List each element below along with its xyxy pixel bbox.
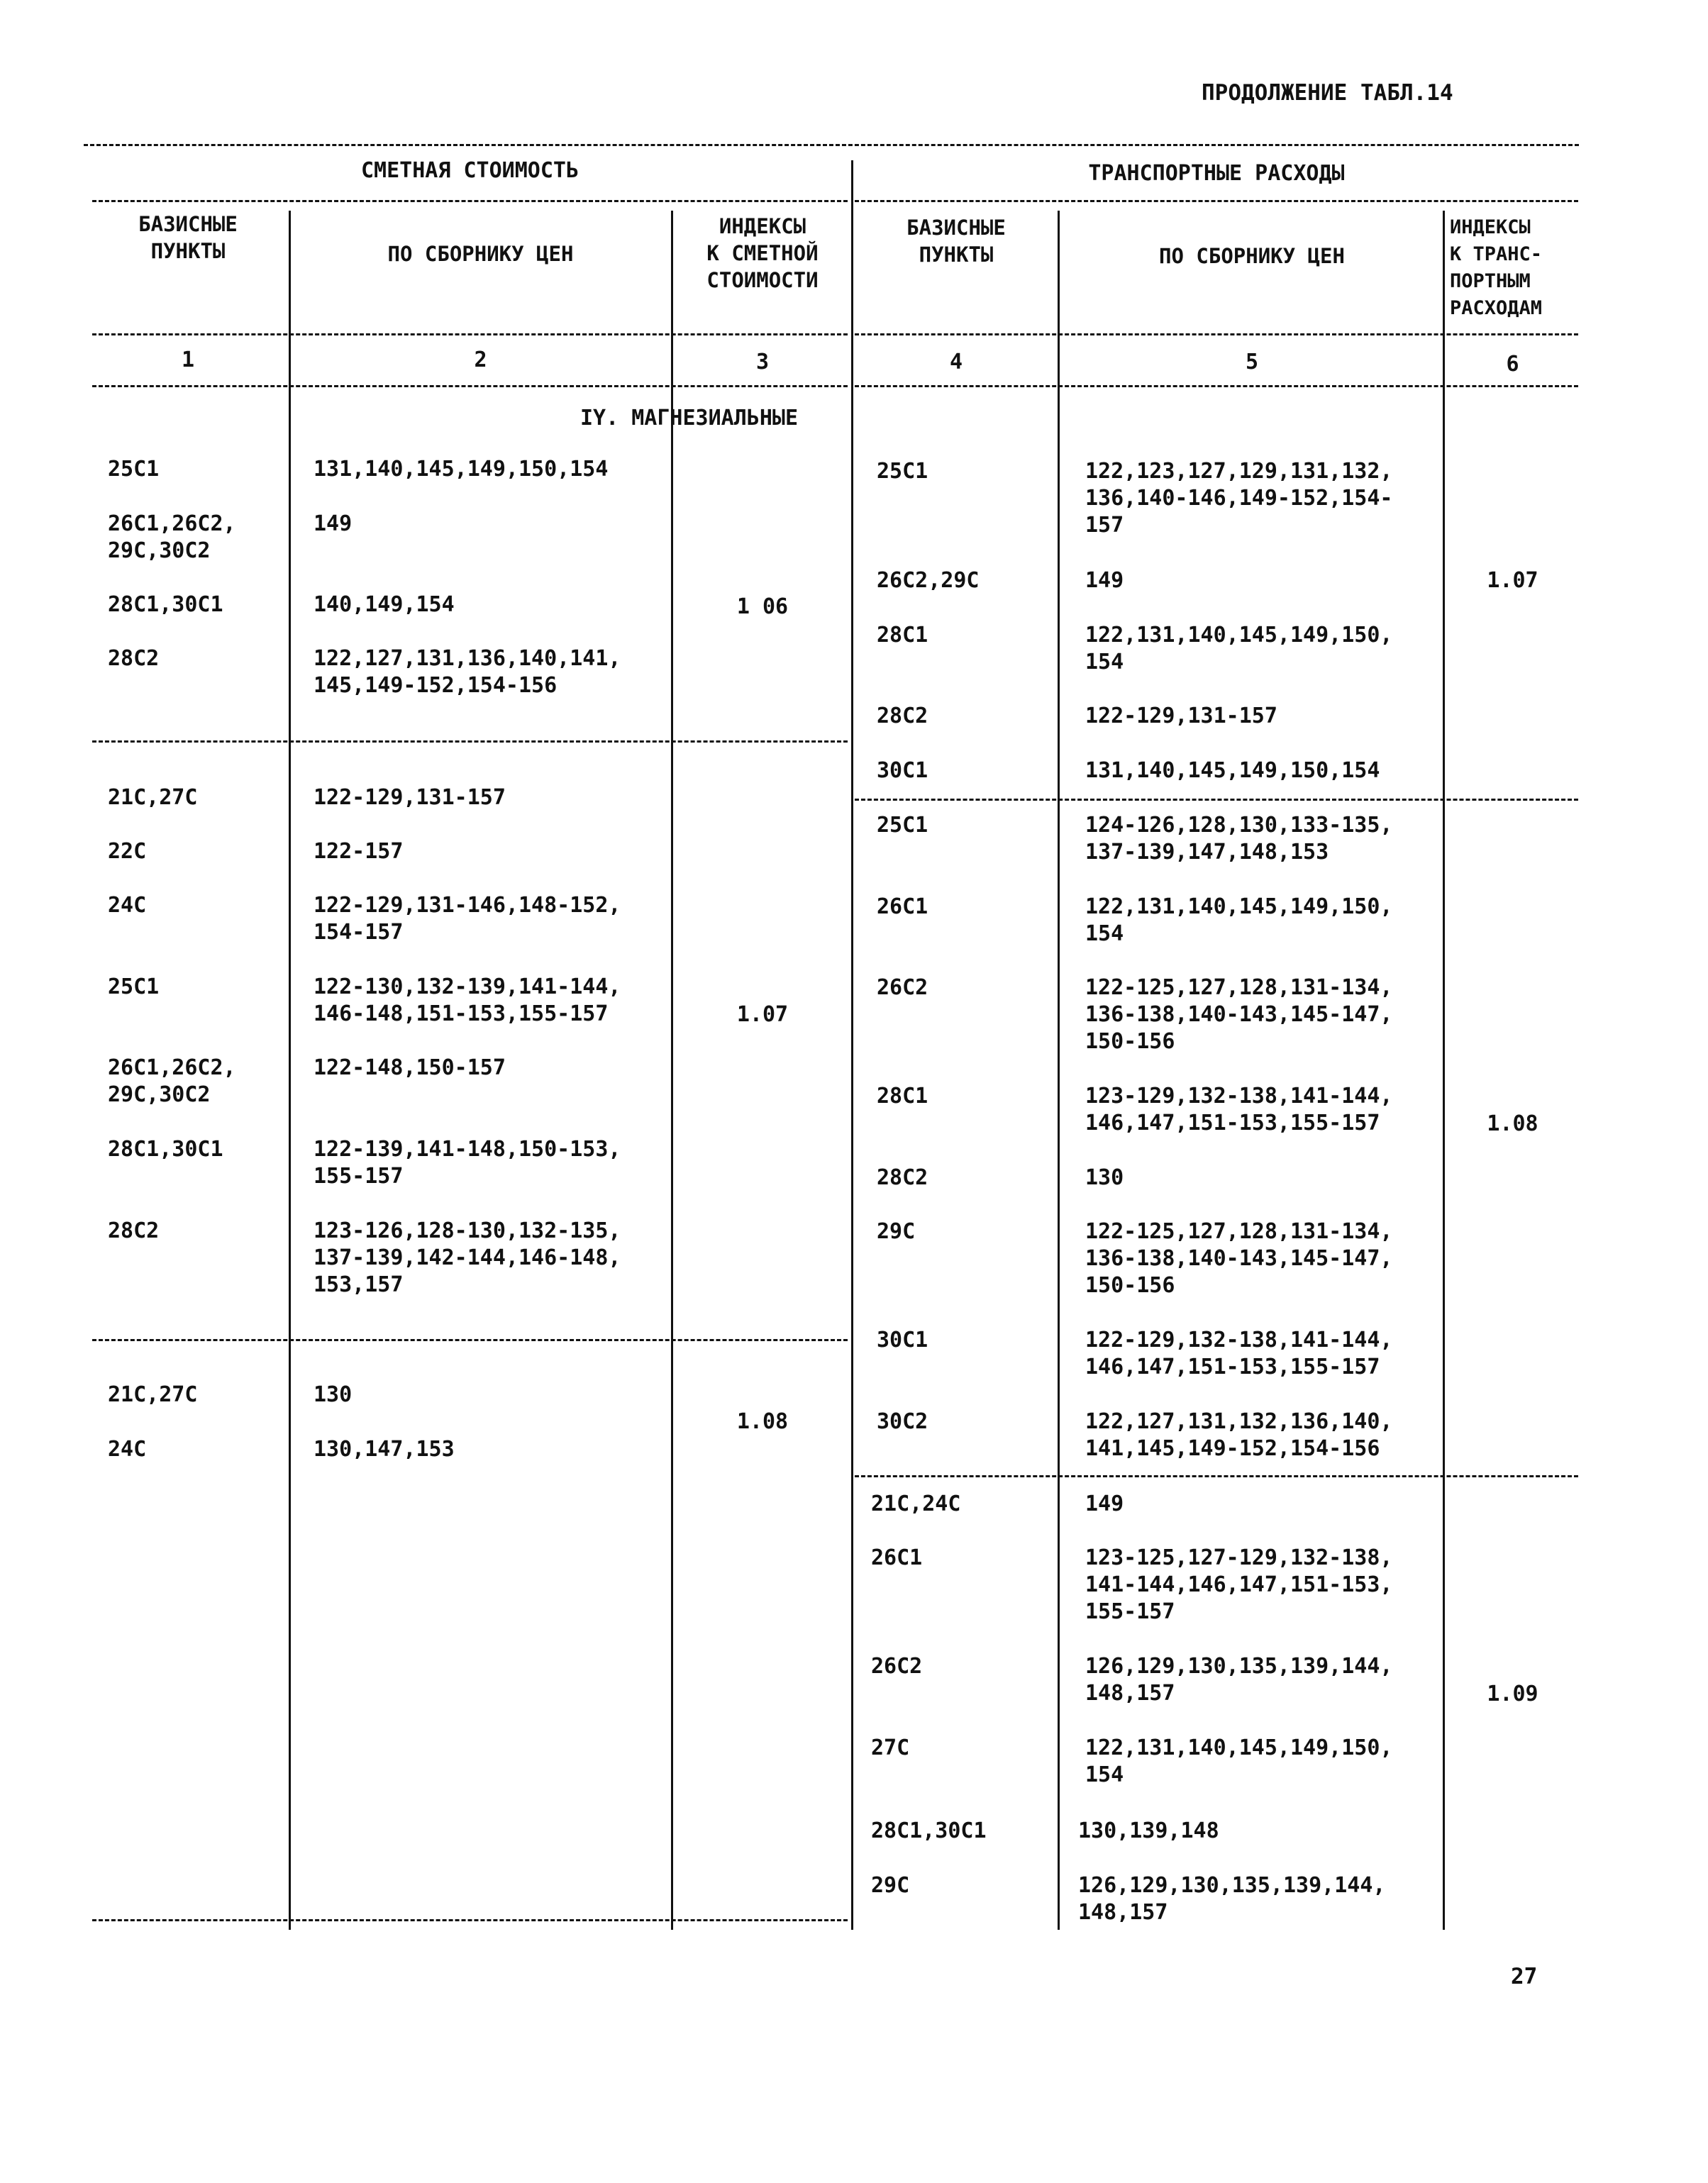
right-group-rule (855, 1475, 1578, 1477)
column-number-1: 1 (181, 348, 195, 372)
column-number-3: 3 (755, 350, 770, 374)
right-prices: 122,123,127,129,131,132, 136,140-146,149-152,154- 157 (1085, 459, 1393, 538)
left-point: 28С2 (108, 646, 160, 671)
left-point: 26С1,26С2, 29С,30С2 (108, 1055, 236, 1107)
page-number: 27 (1511, 1964, 1538, 1989)
left-prices: 122,127,131,136,140,141, 145,149-152,154-156 (314, 646, 621, 698)
left-point: 26С1,26С2, 29С,30С2 (108, 511, 236, 563)
right-point: 26С1 (871, 1545, 923, 1570)
left-prices: 131,140,145,149,150,154 (314, 457, 609, 482)
right-prices: 149 (1085, 568, 1124, 593)
column-header-5: ПО СБОРНИКУ ЦЕН (1159, 244, 1345, 268)
column-divider-2-3 (671, 211, 673, 1930)
column-header-rule-right (855, 333, 1578, 335)
right-prices: 123-125,127-129,132-138, 141-144,146,147,151-153, 155-157 (1085, 1545, 1393, 1624)
right-point: 21С,24С (871, 1492, 961, 1516)
right-point: 30С1 (877, 1328, 928, 1352)
left-point: 24С (108, 1437, 147, 1462)
right-prices: 122,127,131,132,136,140, 141,145,149-152,154-156 (1085, 1409, 1393, 1461)
left-prices: 122-157 (314, 839, 404, 864)
left-point: 28С1,30С1 (108, 1137, 223, 1162)
left-prices: 122-129,131-146,148-152, 154-157 (314, 893, 621, 945)
right-prices: 122,131,140,145,149,150, 154 (1085, 1735, 1393, 1787)
group-header-rule-right (855, 200, 1578, 202)
left-group-rule (92, 1339, 848, 1341)
right-point: 27С (871, 1735, 910, 1760)
left-prices: 130 (314, 1382, 353, 1407)
right-point: 30С2 (877, 1409, 928, 1434)
left-point: 21С,27С (108, 1382, 198, 1407)
continuation-title: ПРОДОЛЖЕНИЕ ТАБЛ.14 (1202, 80, 1453, 106)
left-index: 1.08 (736, 1409, 789, 1434)
left-bottom-rule (92, 1919, 848, 1921)
right-prices: 126,129,130,135,139,144, 148,157 (1085, 1654, 1393, 1706)
left-prices: 122-130,132-139,141-144, 146-148,151-153,155-157 (314, 974, 621, 1026)
left-prices: 140,149,154 (314, 592, 455, 617)
right-prices: 131,140,145,149,150,154 (1085, 758, 1380, 783)
column-number-5: 5 (1245, 350, 1259, 374)
right-prices: 130,139,148 (1078, 1818, 1219, 1843)
right-prices: 122-125,127,128,131-134, 136-138,140-143,145-147, 150-156 (1085, 1219, 1393, 1298)
column-header-1: БАЗИСНЫЕ ПУНКТЫ (138, 212, 238, 263)
right-point: 28С1 (877, 1084, 928, 1109)
table-top-rule (84, 144, 1579, 146)
column-number-4: 4 (949, 350, 963, 374)
right-prices: 122,131,140,145,149,150, 154 (1085, 623, 1393, 674)
right-prices: 122-129,131-157 (1085, 704, 1277, 728)
right-point: 25С1 (877, 813, 928, 838)
right-point: 28С2 (877, 1165, 928, 1190)
group-header-rule-left (92, 200, 848, 202)
right-prices: 126,129,130,135,139,144, 148,157 (1078, 1873, 1386, 1925)
right-point: 25С1 (877, 459, 928, 484)
group-header-transport-costs: ТРАНСПОРТНЫЕ РАСХОДЫ (1088, 161, 1345, 186)
column-number-rule-right (855, 385, 1578, 387)
right-index: 1.09 (1487, 1682, 1538, 1706)
column-number-6: 6 (1506, 352, 1519, 377)
left-point: 21С,27С (108, 785, 198, 810)
left-point: 24С (108, 893, 147, 918)
right-point: 26С2 (871, 1654, 923, 1679)
right-point: 28С2 (877, 704, 928, 728)
right-prices: 122,131,140,145,149,150, 154 (1085, 894, 1393, 946)
right-point: 29С (871, 1873, 910, 1898)
right-prices: 130 (1085, 1165, 1124, 1190)
left-prices: 122-148,150-157 (314, 1055, 506, 1080)
right-point: 28С1 (877, 623, 928, 648)
right-point: 26С1 (877, 894, 928, 919)
left-group-rule (92, 740, 848, 743)
right-point: 28С1,30С1 (871, 1818, 987, 1843)
left-point: 25С1 (108, 457, 160, 482)
column-divider-1-2 (289, 211, 291, 1930)
left-point: 25С1 (108, 974, 160, 999)
column-header-2: ПО СБОРНИКУ ЦЕН (387, 242, 574, 266)
column-header-3: ИНДЕКСЫ К СМЕТНОЙ СТОИМОСТИ (706, 214, 819, 292)
center-divider-line (851, 160, 853, 1930)
left-prices: 122-139,141-148,150-153, 155-157 (314, 1137, 621, 1189)
right-prices: 122-129,132-138,141-144, 146,147,151-153,155-157 (1085, 1328, 1393, 1379)
left-index: 1 06 (736, 594, 789, 619)
right-prices: 124-126,128,130,133-135, 137-139,147,148,153 (1085, 813, 1393, 865)
column-header-rule-left (92, 333, 848, 335)
left-point: 28С1,30С1 (108, 592, 223, 617)
left-index: 1.07 (736, 1002, 789, 1027)
right-point: 26С2 (877, 975, 928, 1000)
left-point: 28С2 (108, 1218, 160, 1243)
right-point: 26С2,29С (877, 568, 980, 593)
right-point: 30С1 (877, 758, 928, 783)
right-index: 1.08 (1487, 1111, 1538, 1136)
right-prices: 122-125,127,128,131-134, 136-138,140-143,145-147, 150-156 (1085, 975, 1393, 1054)
column-header-4: БАЗИСНЫЕ ПУНКТЫ (906, 216, 1006, 267)
left-point: 22С (108, 839, 147, 864)
right-group-rule (855, 799, 1578, 801)
column-number-2: 2 (474, 348, 487, 372)
right-prices: 123-129,132-138,141-144, 146,147,151-153,155-157 (1085, 1084, 1393, 1135)
column-divider-5-6 (1443, 211, 1445, 1930)
left-prices: 122-129,131-157 (314, 785, 506, 810)
right-index: 1.07 (1487, 568, 1538, 593)
right-point: 29С (877, 1219, 916, 1244)
left-prices: 123-126,128-130,132-135, 137-139,142-144,146-148, 153,157 (314, 1218, 621, 1297)
section-title: IY. МАГНЕЗИАЛЬНЫЕ (580, 406, 799, 431)
column-number-rule-left (92, 385, 848, 387)
column-header-6: ИНДЕКСЫ К ТРАНС- ПОРТНЫМ РАСХОДАМ (1450, 216, 1543, 319)
group-header-estimated-cost: СМЕТНАЯ СТОИМОСТЬ (360, 158, 580, 183)
right-prices: 149 (1085, 1492, 1124, 1516)
column-divider-4-5 (1058, 211, 1060, 1930)
left-prices: 130,147,153 (314, 1437, 455, 1462)
left-prices: 149 (314, 511, 353, 536)
